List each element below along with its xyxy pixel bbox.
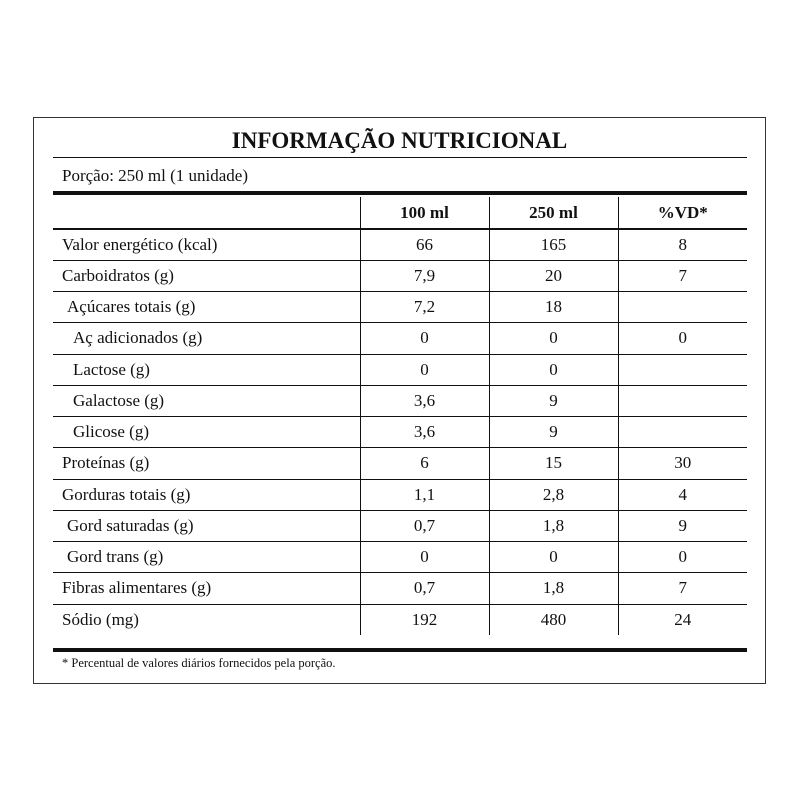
- table-row: [53, 260, 747, 291]
- value-250ml: 165: [489, 229, 618, 260]
- value-250ml: 0: [489, 323, 618, 354]
- value-250ml: 2,8: [489, 479, 618, 510]
- row-label: Sódio (mg): [62, 609, 139, 629]
- value-vd: 7: [618, 260, 747, 291]
- header-250ml: 250 ml: [489, 197, 618, 229]
- value-250ml: 18: [489, 292, 618, 323]
- header-100ml: 100 ml: [360, 197, 489, 229]
- table-row: [53, 292, 747, 323]
- value-100ml: 3,6: [360, 385, 489, 416]
- table-row: [53, 229, 747, 260]
- table-row: [53, 448, 747, 479]
- row-label: Glicose (g): [53, 417, 360, 448]
- value-250ml: 20: [489, 260, 618, 291]
- header-label-cell: [53, 197, 360, 229]
- value-100ml: 0: [360, 354, 489, 385]
- value-vd: [618, 292, 747, 323]
- value-250ml: 15: [489, 448, 618, 479]
- row-label: Aç adicionados (g): [53, 323, 360, 354]
- value-250ml: 0: [489, 542, 618, 573]
- value-100ml: 192: [360, 604, 489, 635]
- portion-divider: [53, 191, 747, 195]
- title-divider: [53, 157, 747, 158]
- value-100ml: 1,1: [360, 479, 489, 510]
- row-label: Galactose (g): [53, 385, 360, 416]
- row-label: Gord trans (g): [53, 542, 360, 573]
- value-vd: [618, 354, 747, 385]
- table-row: [53, 604, 747, 635]
- portion-size: Porção: 250 ml (1 unidade): [62, 166, 249, 185]
- value-vd: 24: [618, 604, 747, 635]
- value-vd: 7: [618, 573, 747, 604]
- value-250ml: 1,8: [489, 510, 618, 541]
- row-label: Gord saturadas (g): [53, 510, 360, 541]
- nutrition-title: INFORMAÇÃO NUTRICIONAL: [231, 128, 568, 153]
- table-row: [53, 354, 747, 385]
- table-row: [53, 323, 747, 354]
- value-vd: [618, 417, 747, 448]
- value-100ml: 6: [360, 448, 489, 479]
- value-250ml: 0: [489, 354, 618, 385]
- value-100ml: 0: [360, 542, 489, 573]
- value-100ml: 3,6: [360, 417, 489, 448]
- value-vd: 9: [618, 510, 747, 541]
- value-250ml: 480: [489, 604, 618, 635]
- value-vd: 8: [618, 229, 747, 260]
- row-label: Proteínas (g): [53, 448, 360, 479]
- row-label: Valor energético (kcal): [53, 229, 360, 260]
- value-100ml: 0: [360, 323, 489, 354]
- value-100ml: 0,7: [360, 510, 489, 541]
- footnote: * Percentual de valores diários fornecidos pela porção.: [62, 656, 336, 670]
- value-250ml: 1,8: [489, 573, 618, 604]
- value-100ml: 7,9: [360, 260, 489, 291]
- row-label: Açúcares totais (g): [53, 292, 360, 323]
- table-row: [53, 573, 747, 604]
- value-250ml: 9: [489, 417, 618, 448]
- table-row: [53, 542, 747, 573]
- table-bottom-divider: [53, 648, 747, 652]
- value-100ml: 66: [360, 229, 489, 260]
- table-row: [53, 385, 747, 416]
- table-row: [53, 510, 747, 541]
- value-vd: [618, 385, 747, 416]
- row-label: Carboidratos (g): [53, 260, 360, 291]
- value-100ml: 0,7: [360, 573, 489, 604]
- row-label: Gorduras totais (g): [53, 479, 360, 510]
- value-vd: 4: [618, 479, 747, 510]
- value-vd: 30: [618, 448, 747, 479]
- value-100ml: 7,2: [360, 292, 489, 323]
- value-250ml: 9: [489, 385, 618, 416]
- table-row: [53, 479, 747, 510]
- nutrition-table: [53, 197, 747, 635]
- value-vd: 0: [618, 542, 747, 573]
- value-vd: 0: [618, 323, 747, 354]
- row-label: Lactose (g): [53, 354, 360, 385]
- header-vd: %VD*: [618, 197, 747, 229]
- row-label: Fibras alimentares (g): [53, 573, 360, 604]
- table-header-row: [53, 197, 747, 229]
- table-row: [53, 417, 747, 448]
